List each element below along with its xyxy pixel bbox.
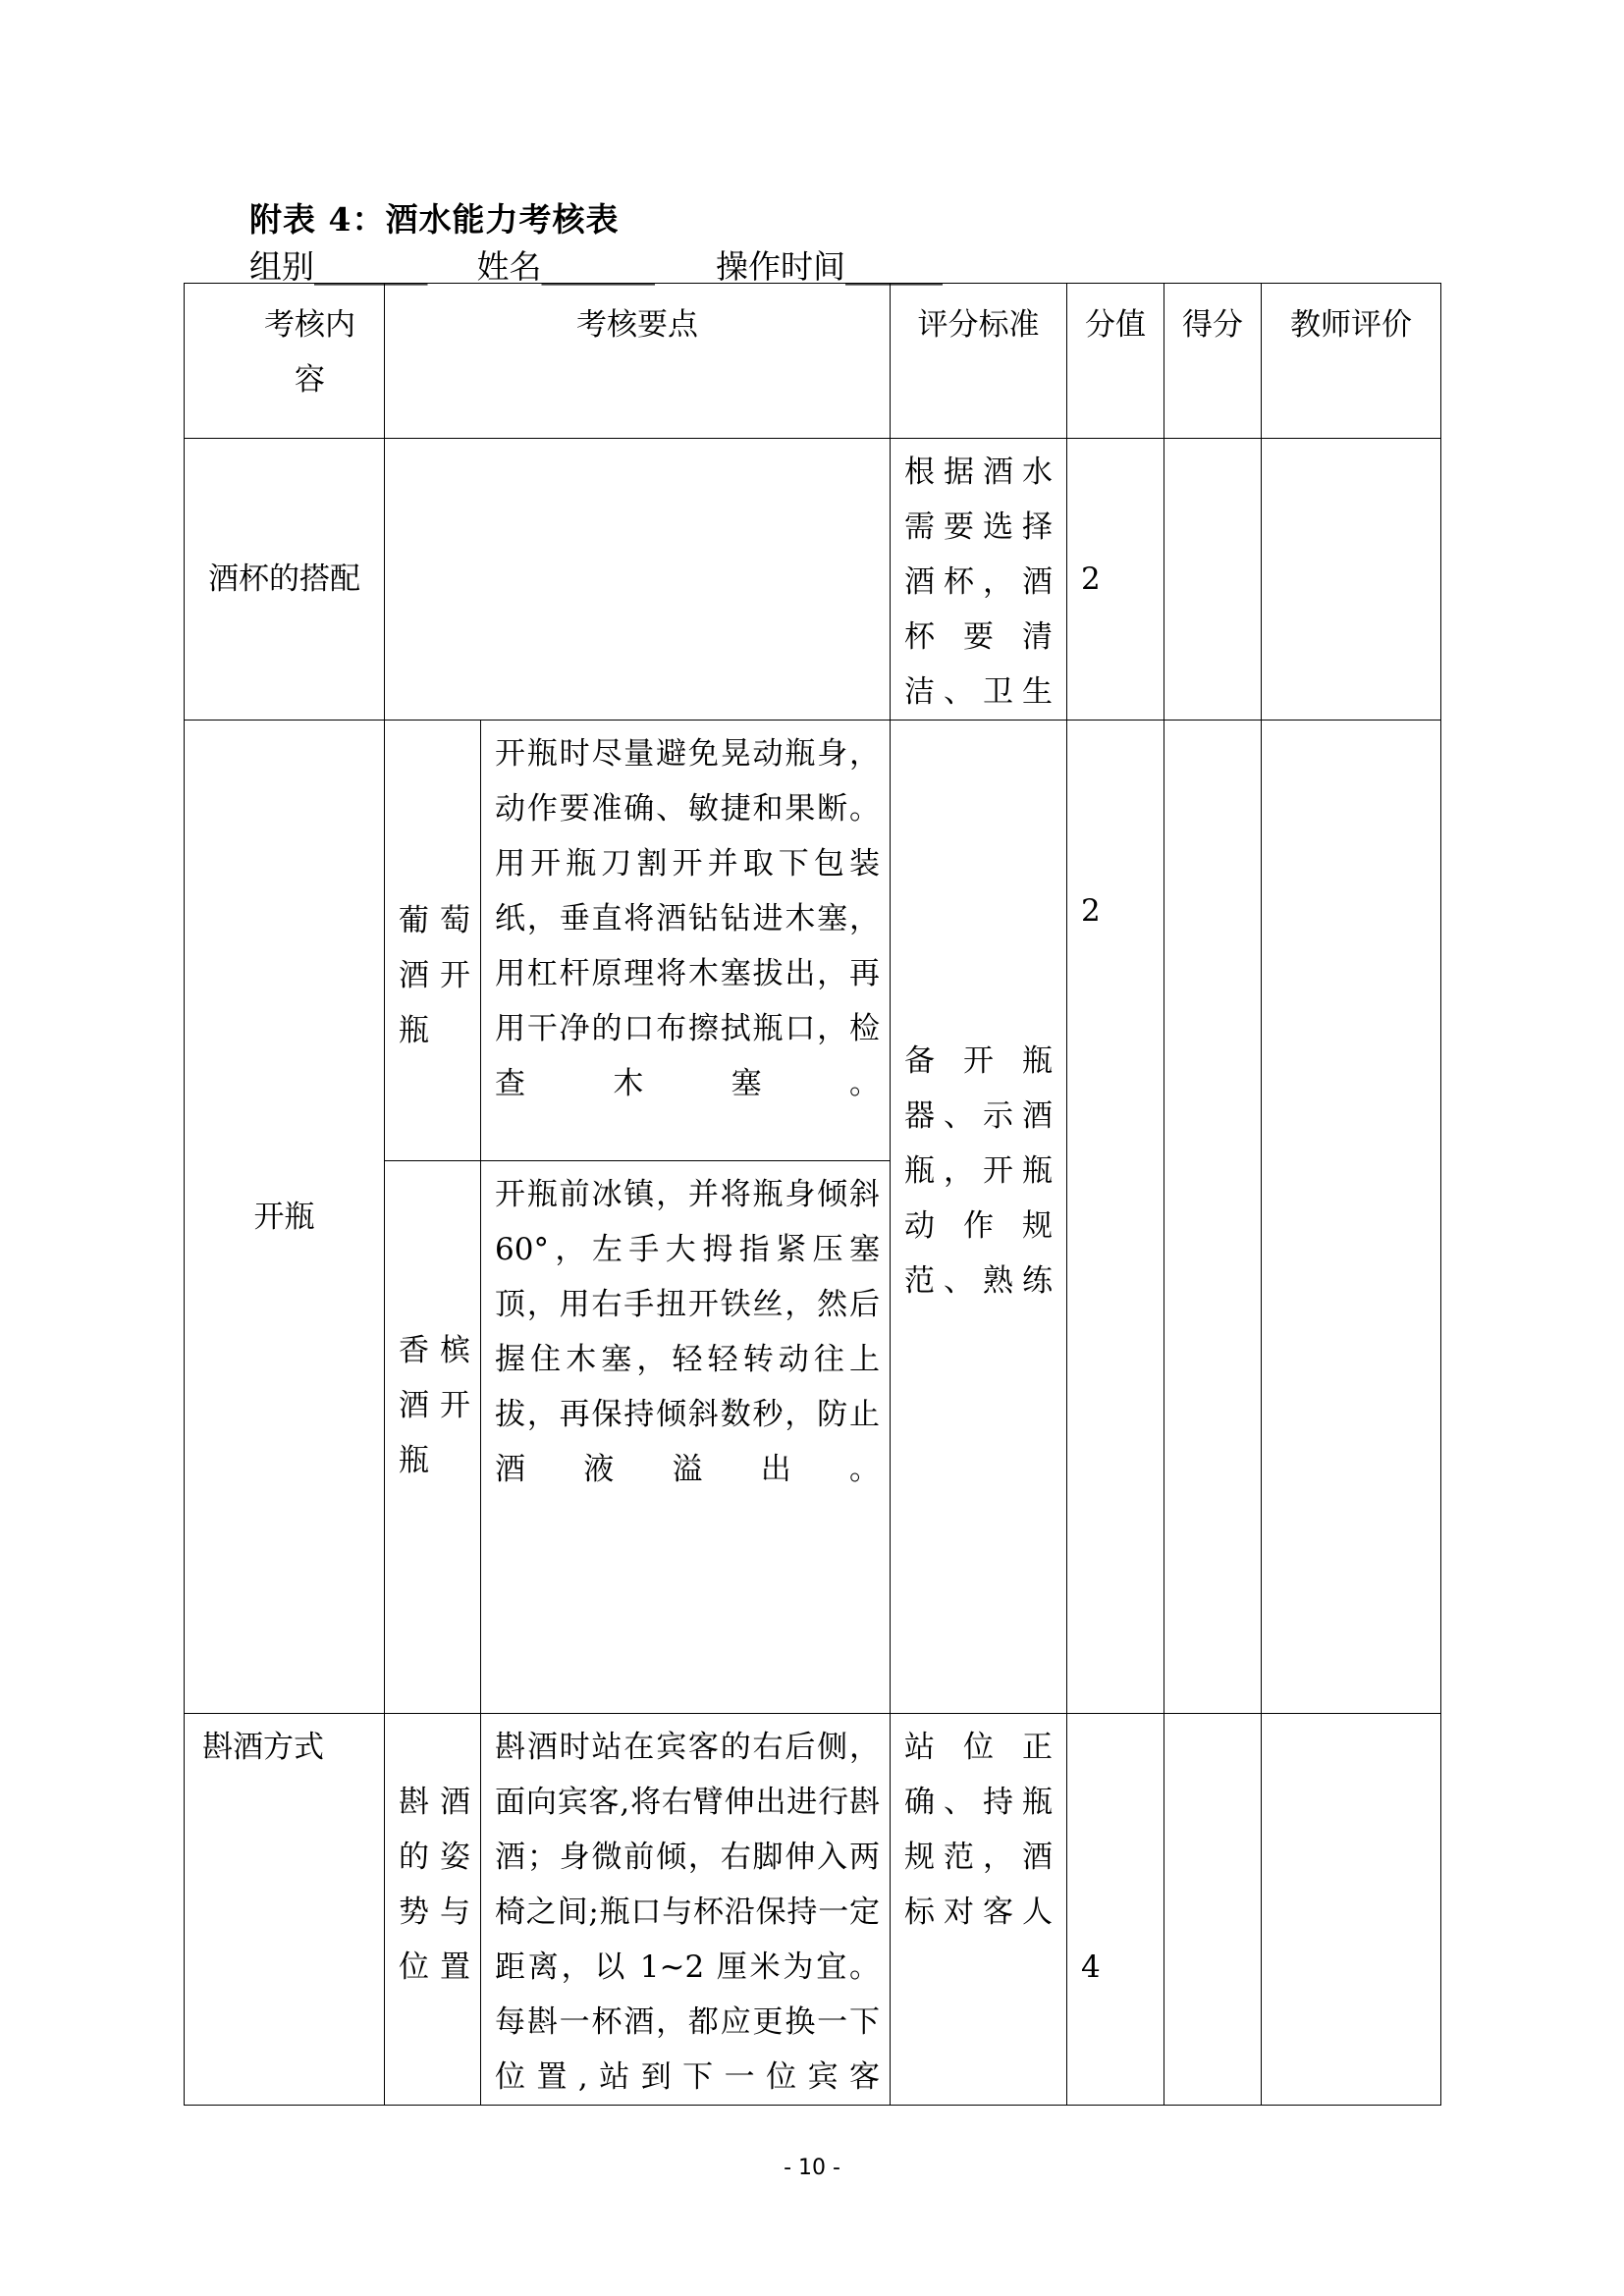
cell-teacher-glass	[1262, 439, 1441, 721]
cell-teacher-pour	[1262, 1714, 1441, 2106]
header-score: 得分	[1164, 284, 1262, 439]
cell-value-glass: 2	[1067, 439, 1164, 721]
cell-score-open	[1164, 721, 1262, 1714]
row-glass	[185, 439, 1441, 721]
header-value: 分值	[1067, 284, 1164, 439]
row-open-wine	[185, 721, 1441, 1161]
cell-standard-pour: 站位正确、持瓶规范，酒标对客人	[891, 1714, 1067, 2106]
cell-standard-glass: 根据酒水需要选择酒杯，酒杯要清洁、卫生	[891, 439, 1067, 721]
cell-value-open: 2	[1067, 721, 1164, 1714]
form-info-line	[249, 241, 943, 288]
header-standard: 评分标准	[891, 284, 1067, 439]
header-points: 考核要点	[385, 284, 891, 439]
header-content: 考核内容	[185, 284, 385, 439]
group-field: 组别_______	[249, 247, 428, 286]
header-teacher: 教师评价	[1262, 284, 1441, 439]
cell-points-pour: 斟酒时站在宾客的右后侧，面向宾客,将右臂伸出进行斟酒；身微前倾，右脚伸入两椅之间;瓶口与杯沿保持一定距离，以 1~2 厘米为宜。每斟一杯酒，都应更换一下位置,站到下一位宾客	[481, 1714, 891, 2106]
cell-points-champagne: 开瓶前冰镇，并将瓶身倾斜 60°，左手大拇指紧压塞顶，用右手扭开铁丝，然后握住木塞，轻轻转动往上拔，再保持倾斜数秒，防止酒液溢出。	[481, 1161, 891, 1714]
cell-content-glass: 酒杯的搭配	[185, 439, 385, 721]
cell-sub-wine: 葡萄酒开瓶	[385, 721, 481, 1161]
cell-standard-open: 备开瓶器、示酒瓶，开瓶动作规范、熟练	[891, 721, 1067, 1714]
header-row	[185, 284, 1441, 439]
cell-score-glass	[1164, 439, 1262, 721]
cell-value-pour: 4	[1067, 1714, 1164, 2106]
page-title: 附表 4：酒水能力考核表	[249, 200, 620, 239]
time-field: 操作时间______	[716, 247, 943, 286]
cell-sub-champagne: 香槟酒开瓶	[385, 1161, 481, 1714]
row-pour	[185, 1714, 1441, 2106]
cell-content-open: 开瓶	[185, 721, 385, 1714]
cell-points-glass	[385, 439, 891, 721]
cell-points-wine: 开瓶时尽量避免晃动瓶身，动作要准确、敏捷和果断。用开瓶刀割开并取下包装纸，垂直将酒钻钻进木塞，用杠杆原理将木塞拔出，再用干净的口布擦拭瓶口，检查木塞。	[481, 721, 891, 1161]
assessment-table	[184, 283, 1441, 2106]
cell-content-pour: 斟酒方式	[185, 1714, 385, 2106]
cell-teacher-open	[1262, 721, 1441, 1714]
name-field: 姓名_______	[476, 247, 655, 286]
cell-sub-pour: 斟酒的姿势与位置	[385, 1714, 481, 2106]
page-number: - 10 -	[784, 2156, 840, 2180]
cell-score-pour	[1164, 1714, 1262, 2106]
